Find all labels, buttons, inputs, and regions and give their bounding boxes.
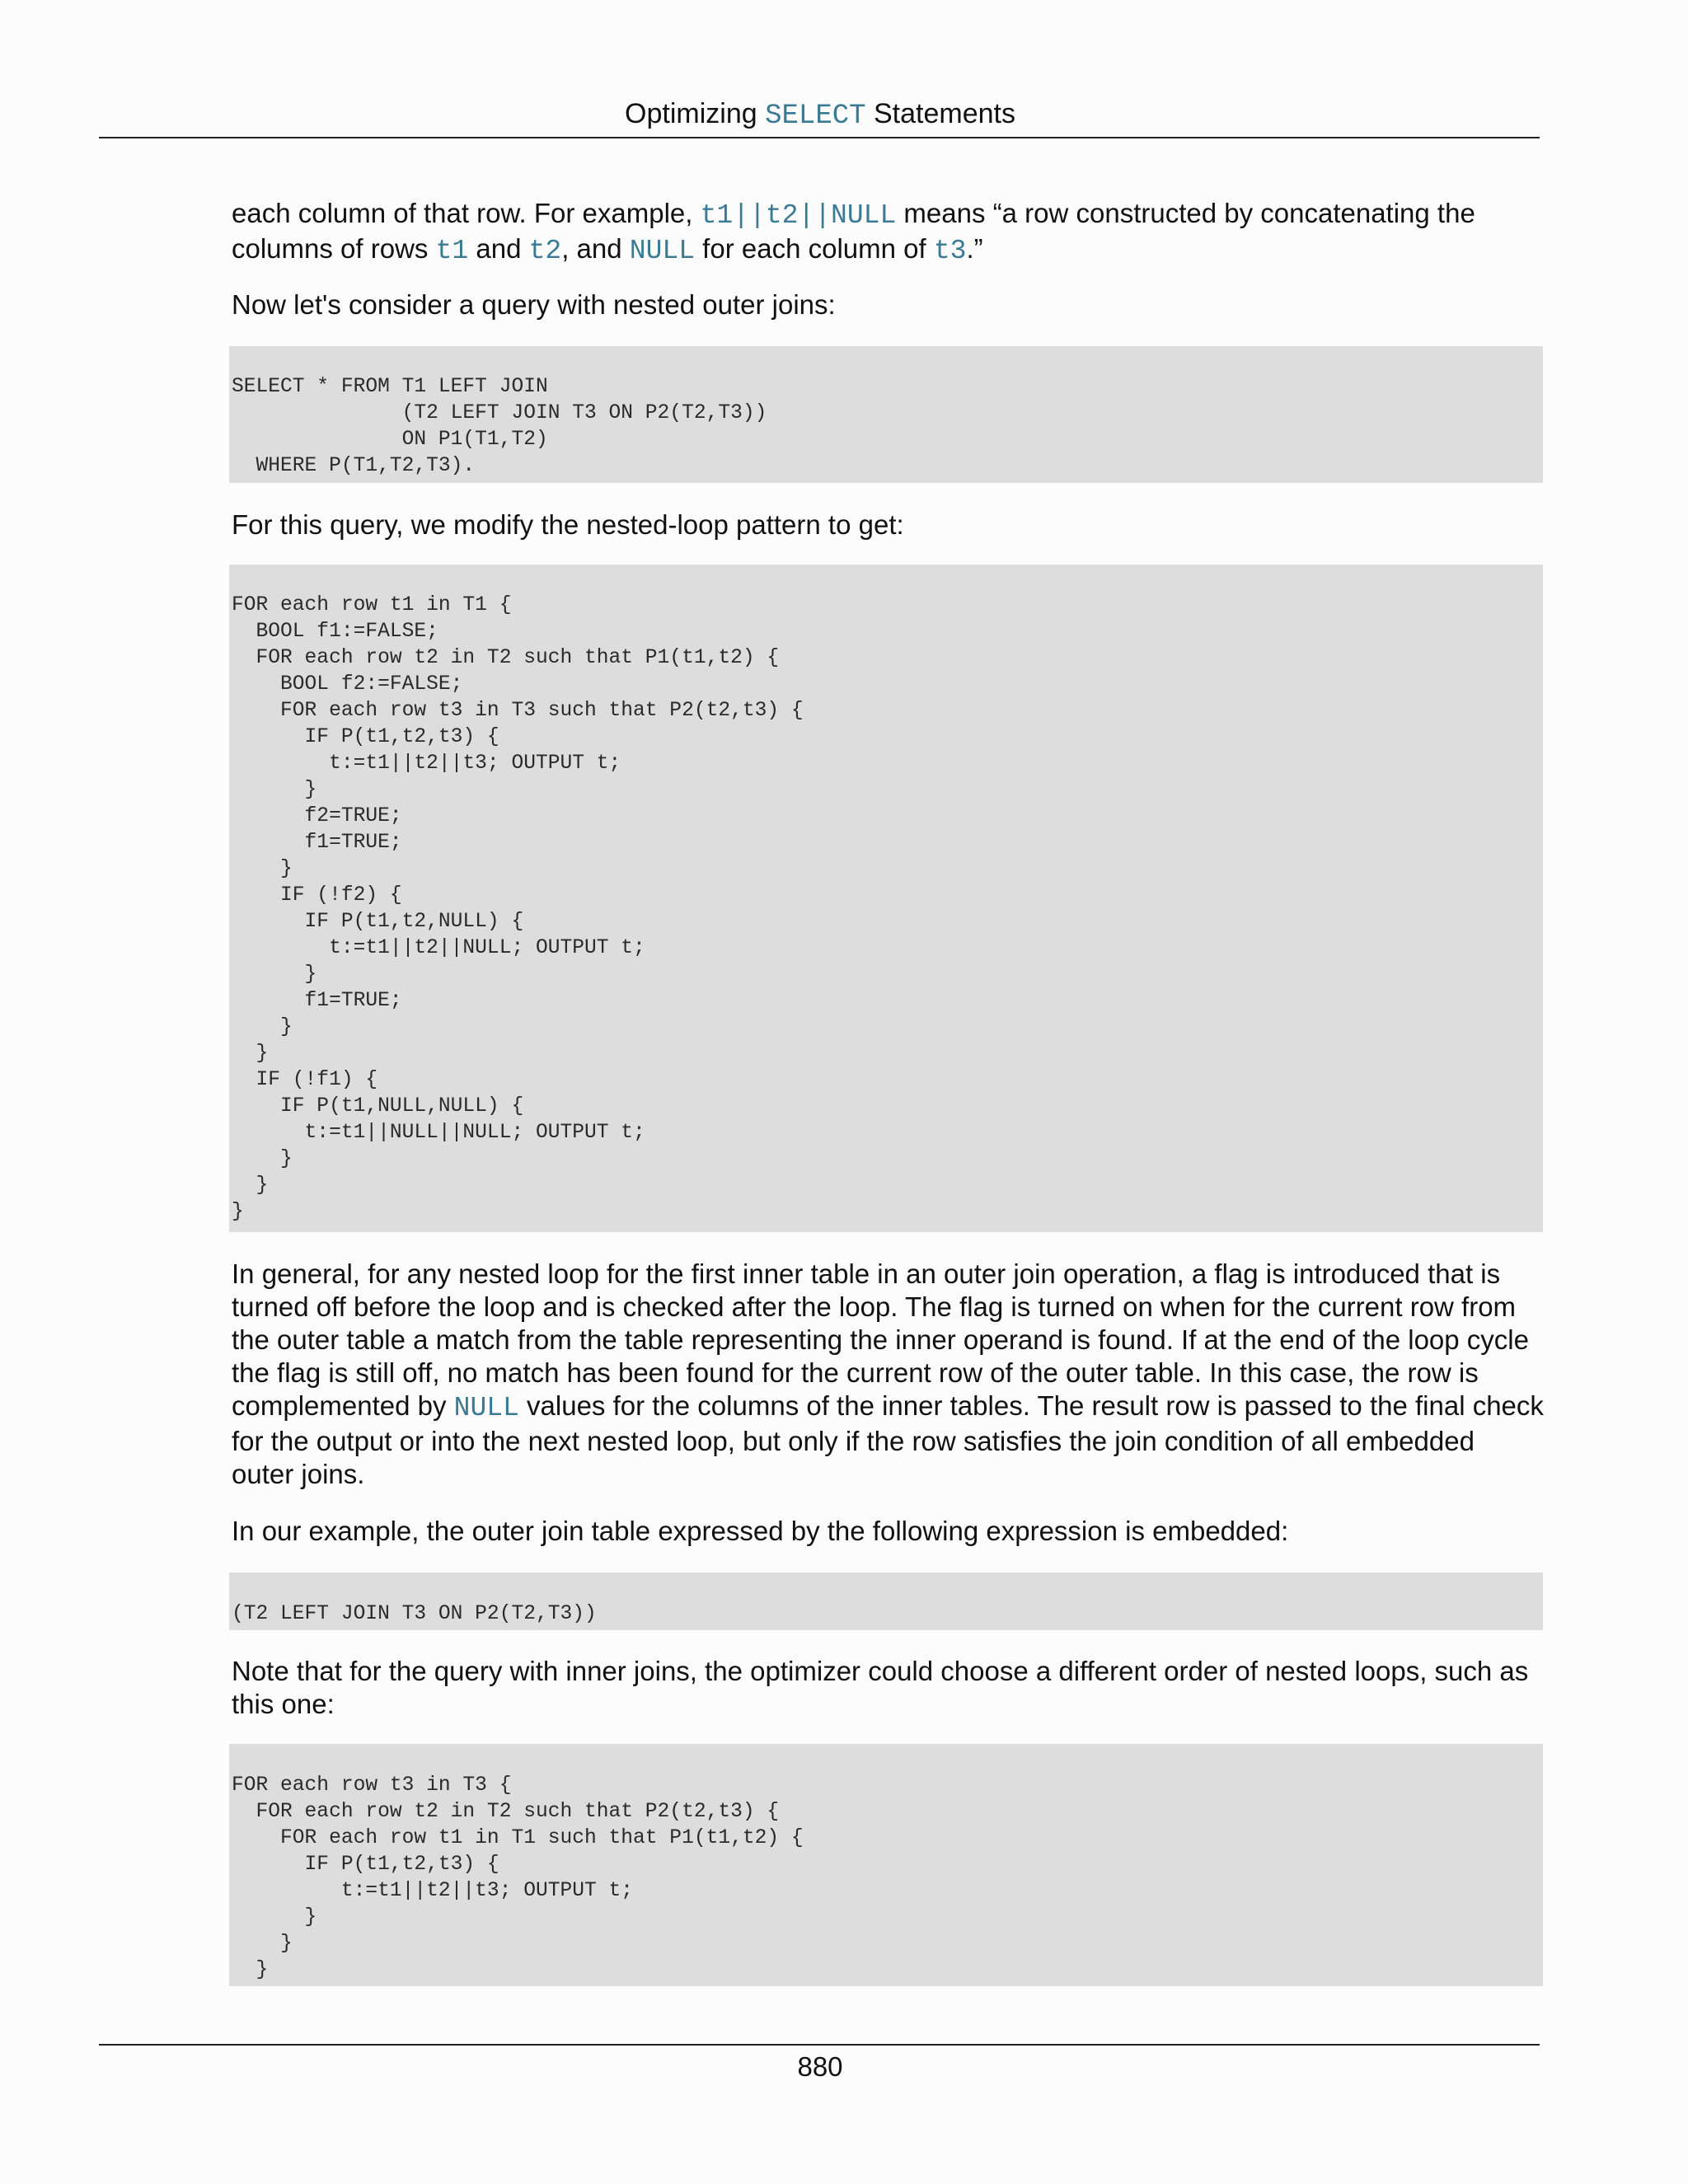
text-run: .” [966,233,983,264]
header-rule [99,137,1540,138]
footer-rule [99,2044,1540,2046]
header-title-code: SELECT [765,101,866,132]
header-title-text: Optimizing [625,98,766,129]
inline-code: t2 [528,236,562,266]
paragraph-row-concatenation [232,197,1544,268]
paragraph-embedded-expression-intro: In our example, the outer join table expressed by the following expression is embedded: [232,1516,1289,1546]
code-block-nested-loop-pattern: FOR each row t1 in T1 { BOOL f1:=FALSE; FOR each row t2 in T2 such that P1(t1,t2) { BOOL f2:=FALSE; FOR each row t3 in T3 such that P2(t2,t3) { IF P(t1,t2,t3) { t:=t1||t2||t3; OUTPUT t; } f2=TRUE; f1=TRUE; } IF (!f2) { IF P(t1,t2,NULL) { t:=t1||t2||NULL; OUTPUT t; } f1=TRUE; } } IF (!f1) { IF P(t1,NULL,NULL) { t:=t1||NULL||NULL; OUTPUT t; } } } [229,565,1543,1232]
page-header-title [0,96,1640,134]
inline-code: NULL [629,236,696,266]
text-run: , and [561,233,630,264]
inline-code: t1||t2||NULL [700,200,897,231]
paragraph-flag-explanation [232,1258,1544,1491]
code-block-outer-join-query: SELECT * FROM T1 LEFT JOIN (T2 LEFT JOIN T3 ON P2(T2,T3)) ON P1(T1,T2) WHERE P(T1,T2,T3). [229,346,1543,483]
text-run: values for the columns of the inner tables. The result row is passed to the final check for the output or into the next nested loop, but only if the row satisfies the join condition of all embedded outer joins. [232,1390,1544,1489]
text-run: for each column of [695,233,934,264]
text-run: In general, for any nested loop for the first inner table in an outer join operation, a flag is introduced that is turned off before the loop and is checked after the loop. The flag is turned on when for the current row from the outer table a match from the table representing the inner operand is found. If at the end of the loop cycle the flag is still off, no match has been found for the current row of the outer table. In this case, the row is complemented by [232,1258,1529,1421]
code-block-embedded-expression: (T2 LEFT JOIN T3 ON P2(T2,T3)) [229,1572,1543,1630]
text-run: each column of that row. For example, [232,198,701,228]
paragraph-nested-outer-joins-intro: Now let's consider a query with nested outer joins: [232,289,836,320]
code-block-inner-join-loops: FOR each row t3 in T3 { FOR each row t2 in T2 such that P2(t2,t3) { FOR each row t1 in T1 such that P1(t1,t2) { IF P(t1,t2,t3) { t:=t1||t2||t3; OUTPUT t; } } } [229,1744,1543,1986]
inline-code: t1 [435,236,469,266]
header-title-text-end: Statements [865,98,1015,129]
text-run: and [468,233,529,264]
text-run: means “a row constructed by concatenating the columns of rows [232,198,1475,264]
inline-code: NULL [453,1393,519,1423]
inline-code: t3 [933,236,967,266]
paragraph-inner-joins-order: Note that for the query with inner joins, the optimizer could choose a different order of nested loops, such as this one: [232,1656,1529,1719]
page-number: 880 [797,2051,843,2082]
paragraph-nested-loop-pattern-intro: For this query, we modify the nested-loop pattern to get: [232,509,904,540]
